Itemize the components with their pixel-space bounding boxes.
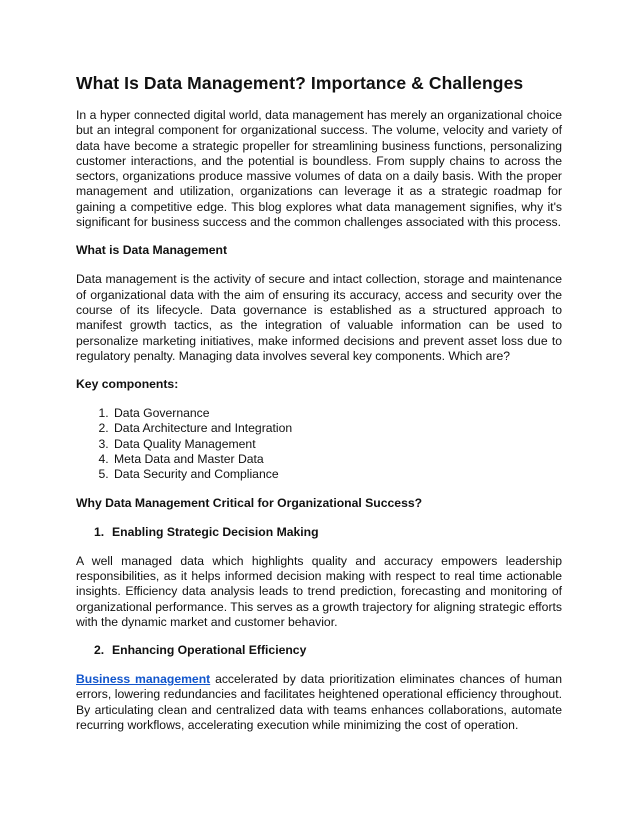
operational-paragraph-text: accelerated by data prioritization eliminates chances of human errors, lowering redundancies and facilitates heightened operational efficiency throughout. By articulating clean and centralized data with teams enhances collaborations, automate recurring workflows, accelerating execution while minimizing the cost of operation. [76,672,562,733]
list-item: 5. Data Security and Compliance [112,467,562,482]
section-heading-what-is: What is Data Management [76,243,228,258]
document-page [76,72,562,746]
list-item: 4. Meta Data and Master Data [112,452,562,467]
list-item: 3. Data Quality Management [112,437,562,452]
sub-heading-operational [76,643,562,658]
intro-paragraph: In a hyper connected digital world, data management has merely an organizational choice but an integral component for organizational success. The volume, velocity and variety of data have become a strategic propeller for streamlining business functions, personalizing customer interactions, and the potential is boundless. From supply chains to across the sectors, organizations produce massive volumes of data on a daily basis. With the proper management and utilization, organizations can leverage it as a strategic roadmap for gaining a competitive edge. This blog explores what data management signifies, why it's significant for business success and the common challenges associated with this process. [76,108,562,230]
business-management-link[interactable]: Business management [76,672,211,687]
list-item: 1. Data Governance [112,406,562,421]
key-components-heading: Key components: [76,377,179,392]
sub-heading-label: Enhancing Operational Efficiency [112,643,307,658]
page-title: What Is Data Management? Importance & Challenges [76,73,524,93]
list-item: 2. Data Architecture and Integration [112,421,562,436]
sub-heading-number: 1. [94,524,105,539]
strategic-paragraph: A well managed data which highlights quality and accuracy empowers leadership responsibilities, as it helps informed decision making with respect to real time actionable insights. Efficiency data analysis leads to trend prediction, forecasting and monitoring of organizational performance. This serves as a growth trajectory for aligning strategic efforts with the dynamic market and customer behavior. [76,553,562,629]
key-components-list [76,406,562,482]
section-what-is-paragraph: Data management is the activity of secure and intact collection, storage and maintenance of organizational data with the aim of ensuring its accuracy, access and security over the course of its lifecycle. Data governance is established as a structured approach to manifest growth tactics, as the integration of valuable information can be used to personalize marketing initiatives, make informed decisions and prevent asset loss due to regulatory penalty. Managing data involves several key components. Which are? [76,272,562,363]
operational-paragraph [76,672,562,733]
section-heading-why: Why Data Management Critical for Organizational Success? [76,495,423,510]
sub-heading-strategic [76,525,562,540]
sub-heading-number: 2. [94,643,105,658]
sub-heading-label: Enabling Strategic Decision Making [112,524,319,539]
